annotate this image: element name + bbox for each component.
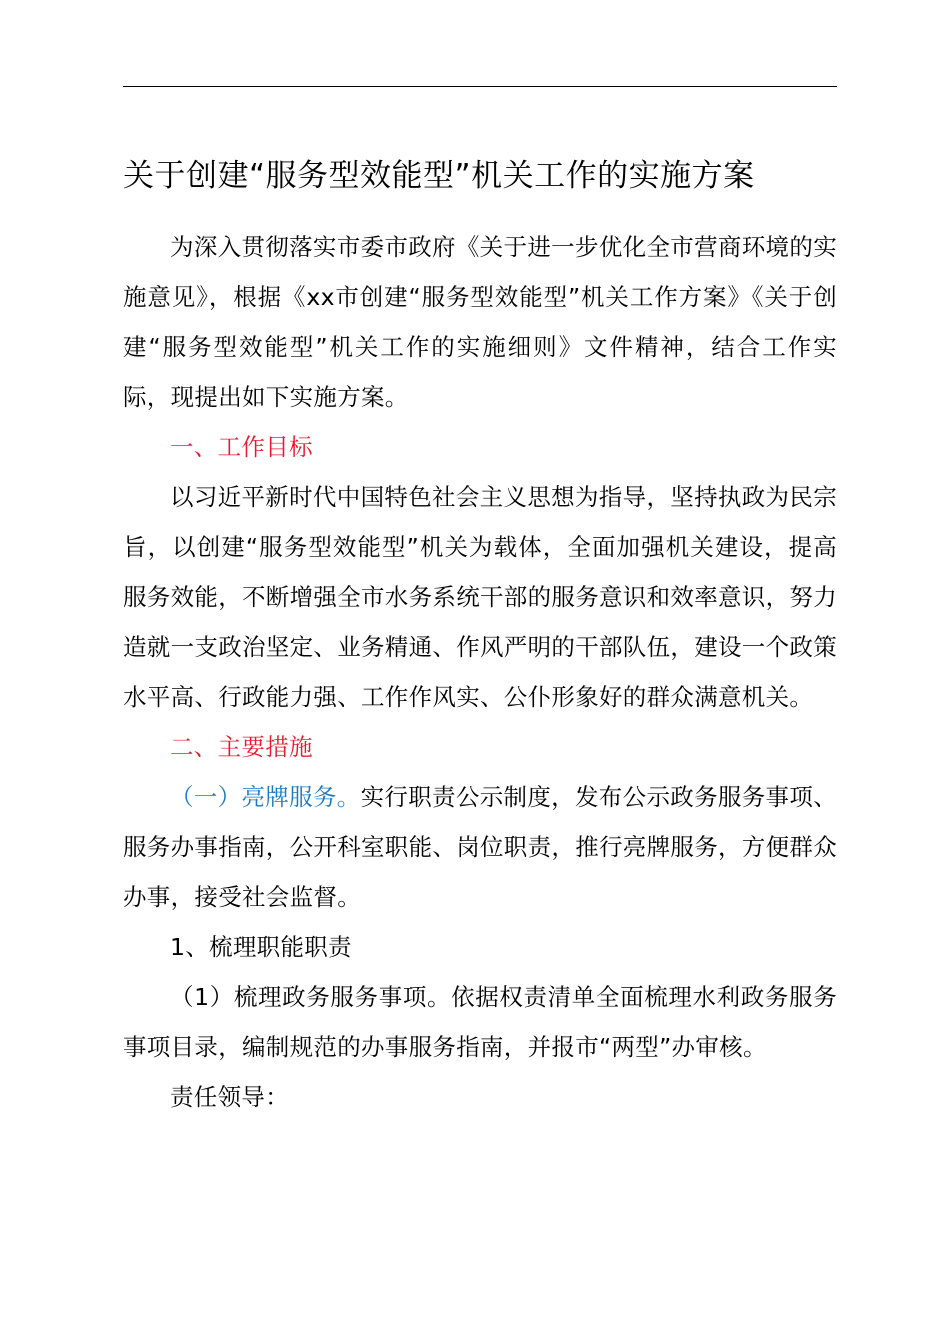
subsection-heading-brand-service: （一）亮牌服务。 [170, 783, 361, 811]
goals-paragraph: 以习近平新时代中国特色社会主义思想为指导，坚持执政为民宗旨，以创建“服务型效能型”机关为载体，全面加强机关建设，提高服务效能，不断增强全市水务系统干部的服务意识和效率意识，努力造就一支政治坚定、业务精通、作风严明的干部队伍，建设一个政策水平高、行政能力强、工作作风实、公仆形象好的群众满意机关。 [123, 483, 837, 711]
subsection-paragraph-brand-service [123, 772, 837, 922]
responsible-leader-label: 责任领导： [170, 1083, 289, 1111]
subsection-text-brand-service: 实行职责公示制度，发布公示政务服务事项、服务办事指南，公开科室职能、岗位职责，推行亮牌服务，方便群众办事，接受社会监督。 [123, 783, 837, 911]
header-rule [123, 86, 837, 87]
section-heading-goals: 一、工作目标 [170, 433, 313, 461]
document-body [123, 222, 837, 1122]
document-title: 关于创建“服务型效能型”机关工作的实施方案 [123, 158, 755, 194]
item-paragraph-service-items: （1）梳理政务服务事项。依据权责清单全面梳理水利政务服务事项目录，编制规范的办事服务指南，并报市“两型”办审核。 [123, 983, 837, 1061]
item-heading-duties: 1、梳理职能职责 [170, 933, 352, 961]
intro-paragraph: 为深入贯彻落实市委市政府《关于进一步优化全市营商环境的实施意见》，根据《xx市创建“服务型效能型”机关工作方案》《关于创建“服务型效能型”机关工作的实施细则》文件精神，结合工作实际，现提出如下实施方案。 [123, 233, 837, 411]
section-heading-measures: 二、主要措施 [170, 733, 313, 761]
